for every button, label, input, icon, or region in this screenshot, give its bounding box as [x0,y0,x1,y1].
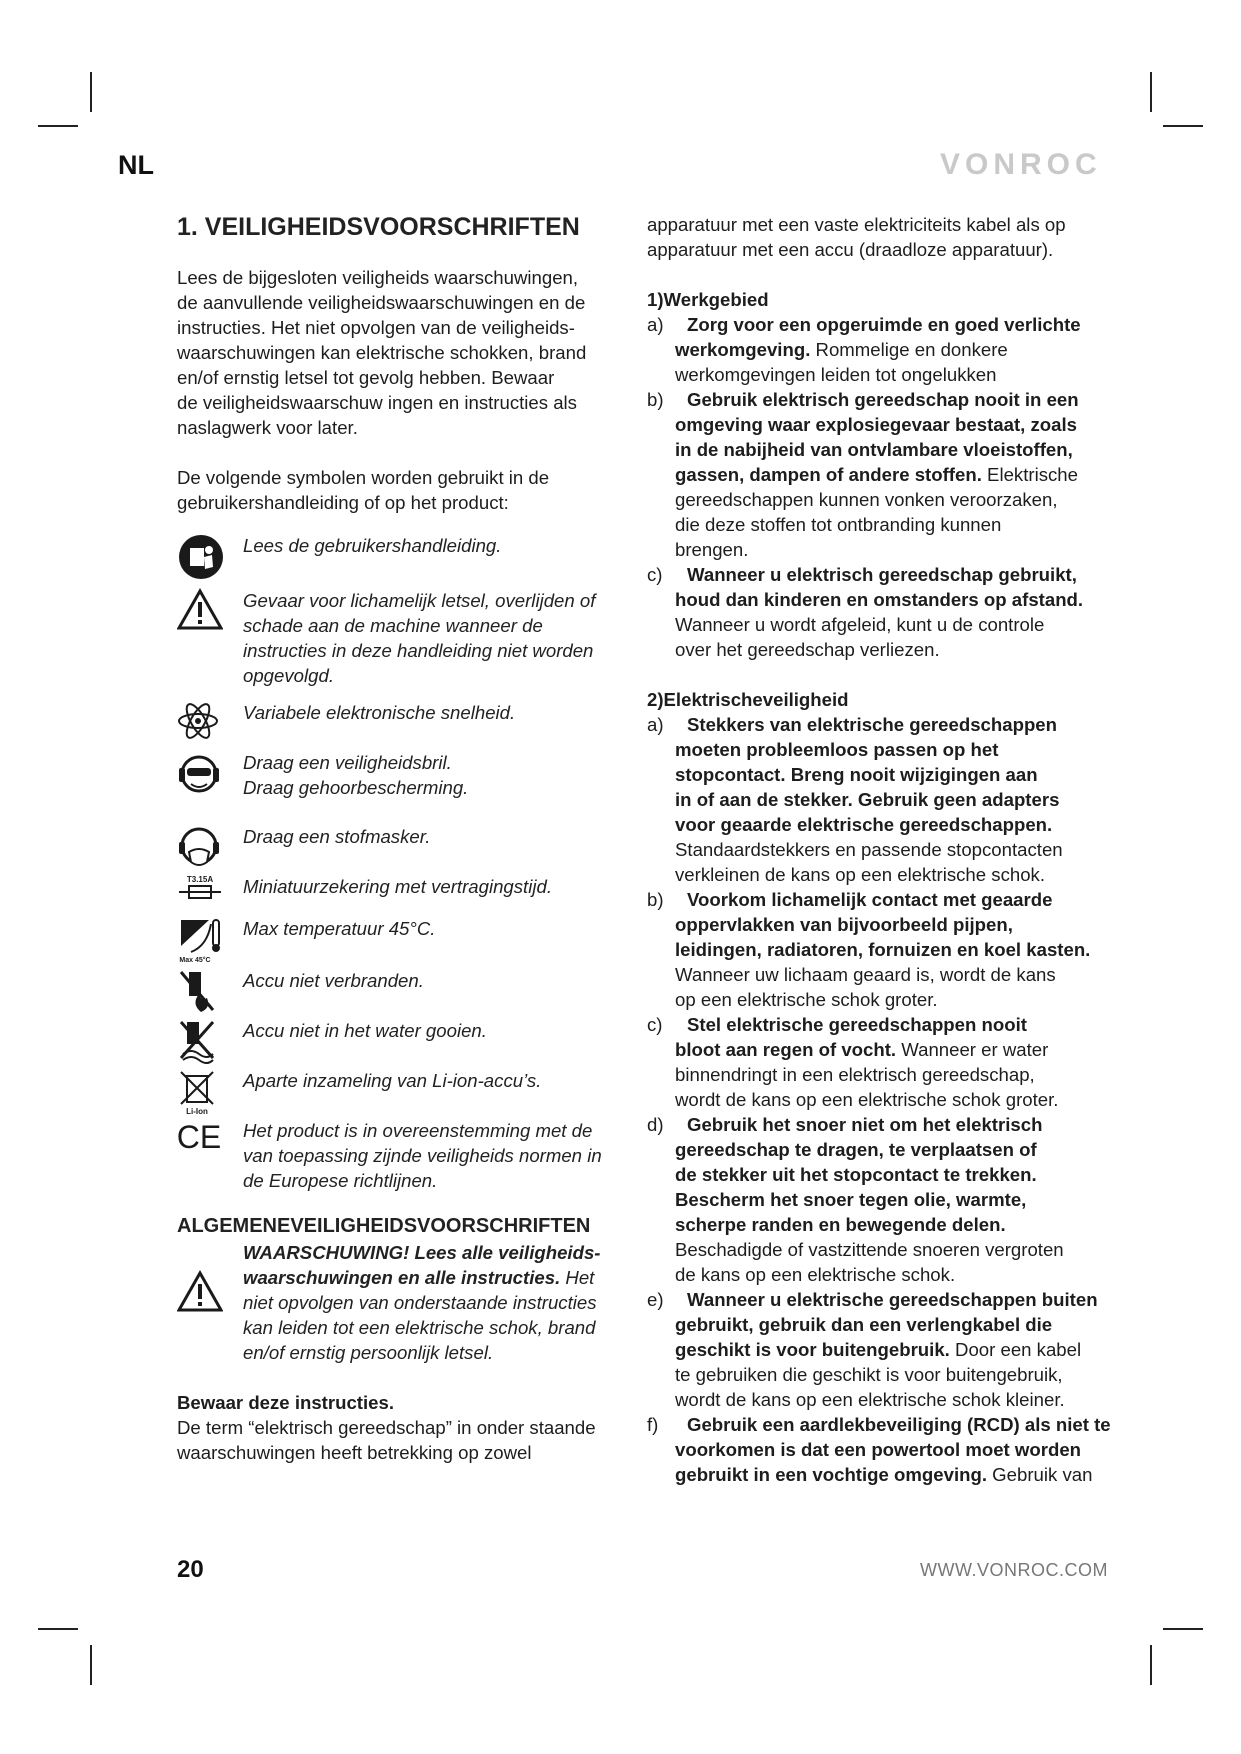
symbol-description: Gevaar voor lichamelijk letsel, overlijden of [243,590,596,611]
item-text: Wanneer u wordt afgeleid, kunt u de controle [675,614,1045,635]
text-line: De volgende symbolen worden gebruikt in de [177,467,550,488]
item-text: stopcontact. Breng nooit wijzigingen aan [675,764,1038,785]
item-text: houd dan kinderen en omstanders op afstand. [675,589,1084,610]
crop-mark [1150,72,1152,112]
item-text: gebruikt in een vochtige omgeving. Gebruik van [675,1464,1093,1485]
language-code: NL [118,150,154,180]
intro-paragraph [177,265,629,440]
item-label: d) [647,1114,664,1135]
list-item [647,887,1113,1012]
crop-mark [1150,1645,1152,1685]
warning-text: Het [560,1267,595,1288]
symbol-list [177,533,629,1198]
page-number: 20 [177,1556,204,1583]
symbol-item [177,533,629,588]
left-column [177,212,629,1465]
item-text: geschikt is voor buitengebruik. Door een kabel [675,1339,1082,1360]
ce-mark-icon [177,1118,243,1154]
item-text: de kans op een elektrische schok. [675,1264,956,1285]
symbol-description: opgevolgd. [243,665,334,686]
svg-text:Max 45°C: Max 45°C [179,957,211,964]
symbols-intro [177,465,629,515]
goggles-earmuffs-icon [177,750,243,798]
symbol-description: Draag een veiligheidsbril. [243,752,452,773]
text-line: de veiligheidswaarschuw ingen en instructies als [177,392,577,413]
text-line: instructies. Het niet opvolgen van de veiligheids- [177,317,575,338]
item-text: Beschadigde of vastzittende snoeren vergroten [675,1239,1064,1260]
item-text: Bescherm het snoer tegen olie, warmte, [675,1189,1027,1210]
section-items [647,712,1113,1487]
svg-text:T3.15A: T3.15A [186,875,214,884]
item-text: Wanneer uw lichaam geaard is, wordt de kans [675,964,1056,985]
text-line: niet opvolgen van onderstaande instructies [243,1292,597,1313]
symbol-description: Draag een stofmasker. [243,826,431,847]
svg-text:CE: CE [177,1119,222,1154]
symbol-description: Max temperatuur 45°C. [243,918,436,939]
item-text: scherpe randen en bewegende delen. [675,1214,1006,1235]
symbol-item [177,750,629,824]
crossed-bin-icon [177,1068,243,1116]
symbol-item [177,700,629,750]
item-text: gereedschappen kunnen vonken veroorzaken, [675,489,1058,510]
general-warning [177,1240,629,1365]
text-line: waarschuwingen kan elektrische schokken, brand [177,342,587,363]
warning-line: WAARSCHUWING! Lees alle veiligheids- [243,1242,601,1263]
text-line: Lees de bijgesloten veiligheids waarschuwingen, [177,267,579,288]
item-text: Zorg voor een opgeruimde en goed verlichte [687,314,1081,335]
item-text: die deze stoffen tot ontbranding kunnen [675,514,1002,535]
text-line: de aanvullende veiligheidswaarschuwingen en de [177,292,586,313]
no-water-battery-icon [177,1018,243,1064]
crop-mark [90,1645,92,1685]
svg-text:Li-Ion: Li-Ion [186,1107,208,1116]
crop-mark [1163,1628,1203,1630]
text-line: apparatuur met een vaste elektriciteits kabel als op [647,214,1066,235]
item-text: moeten probleemloos passen op het [675,739,999,760]
item-text: in de nabijheid van ontvlambare vloeistoffen, [675,439,1073,460]
text-line: gebruikershandleiding of op het product: [177,492,509,513]
list-item [647,312,1113,387]
list-item [647,1112,1113,1287]
section-title: 2)Elektrischeveiligheid [647,689,849,710]
symbol-description: van toepassing zijnde veiligheids normen in [243,1145,602,1166]
atom-icon [177,700,243,742]
list-item [647,712,1113,887]
item-label: a) [647,314,664,335]
symbol-item [177,1118,629,1198]
item-text: Gebruik een aardlekbeveiliging (RCD) als niet te [687,1414,1111,1435]
symbol-description: Aparte inzameling van Li-ion-accu’s. [243,1070,542,1091]
continued-paragraph [647,212,1113,262]
item-label: b) [647,389,664,410]
item-text: leidingen, radiatoren, fornuizen en koel kasten. [675,939,1091,960]
crop-mark [38,1628,78,1630]
symbol-item [177,1018,629,1068]
symbol-item [177,968,629,1018]
symbol-description: Het product is in overeenstemming met de [243,1120,593,1141]
symbol-description: Draag gehoorbescherming. [243,777,469,798]
item-text: op een elektrische schok groter. [675,989,938,1010]
item-text: werkomgeving. Rommelige en donkere [675,339,1008,360]
item-text: werkomgevingen leiden tot ongelukken [675,364,997,385]
item-text: bloot aan regen of vocht. Wanneer er water [675,1039,1049,1060]
list-item [647,387,1113,562]
fuse-icon [177,874,243,900]
list-item [647,1012,1113,1112]
manual-icon [177,533,243,581]
item-text: brengen. [675,539,749,560]
brand-logo: VONROC [940,148,1102,181]
symbol-description: Miniatuurzekering met vertragingstijd. [243,876,552,897]
item-text: Gebruik elektrisch gereedschap nooit in een [687,389,1079,410]
list-item [647,562,1113,662]
item-text: binnendringt in een elektrisch gereedschap, [675,1064,1035,1085]
symbol-description: schade aan de machine wanneer de [243,615,543,636]
item-text: wordt de kans op een elektrische schok groter. [675,1089,1059,1110]
text-line: en/of ernstig letsel tot gevolg hebben. Bewaar [177,367,555,388]
right-column [647,212,1113,1487]
symbol-description: Lees de gebruikershandleiding. [243,535,502,556]
item-text: Wanneer u elektrisch gereedschap gebruikt, [687,564,1077,585]
symbol-description: instructies in deze handleiding niet worden [243,640,594,661]
item-text: Standaardstekkers en passende stopcontacten [675,839,1063,860]
symbol-item [177,916,629,968]
item-text: Wanneer u elektrische gereedschappen buiten [687,1289,1098,1310]
item-text: Gebruik het snoer niet om het elektrisch [687,1114,1043,1135]
item-text: gebruikt, gebruik dan een verlengkabel die [675,1314,1053,1335]
symbol-item [177,824,629,874]
symbol-description: de Europese richtlijnen. [243,1170,438,1191]
item-text: oppervlakken van bijvoorbeeld pijpen, [675,914,1013,935]
item-text: verkleinen de kans op een elektrische schok. [675,864,1046,885]
item-label: a) [647,714,664,735]
text-line: en/of ernstig persoonlijk letsel. [243,1342,494,1363]
item-label: c) [647,1014,663,1035]
no-fire-battery-icon [177,968,243,1014]
crop-mark [1163,125,1203,127]
item-text: gassen, dampen of andere stoffen. Elektrische [675,464,1078,485]
list-item [647,1287,1113,1412]
item-text: wordt de kans op een elektrische schok kleiner. [675,1389,1065,1410]
text-line: naslagwerk voor later. [177,417,358,438]
symbol-item [177,1068,629,1118]
term-paragraph [177,1415,629,1465]
item-text: voorkomen is dat een powertool moet worden [675,1439,1082,1460]
dust-mask-icon [177,824,243,872]
page-title: 1. VEILIGHEIDSVOORSCHRIFTEN [177,213,580,241]
symbol-item [177,874,629,916]
text-line: kan leiden tot een elektrische schok, brand [243,1317,596,1338]
item-text: Stekkers van elektrische gereedschappen [687,714,1058,735]
item-text: omgeving waar explosiegevaar bestaat, zoals [675,414,1077,435]
section-title: 1)Werkgebied [647,289,769,310]
item-label: e) [647,1289,664,1310]
section-items [647,312,1113,662]
item-text: voor geaarde elektrische gereedschappen. [675,814,1053,835]
warning-bold: waarschuwingen en alle instructies. [243,1267,561,1288]
text-line: De term “elektrisch gereedschap” in onder staande [177,1417,596,1438]
item-text: de stekker uit het stopcontact te trekken. [675,1164,1037,1185]
item-text: over het gereedschap verliezen. [675,639,940,660]
list-item [647,1412,1113,1487]
item-label: b) [647,889,664,910]
text-line: apparatuur met een accu (draadloze apparatuur). [647,239,1054,260]
item-text: Voorkom lichamelijk contact met geaarde [687,889,1053,910]
general-safety-title: ALGEMENEVEILIGHEIDSVOORSCHRIFTEN [177,1215,591,1237]
item-text: te gebruiken die geschikt is voor buitengebruik, [675,1364,1063,1385]
symbol-description: Accu niet in het water gooien. [243,1020,487,1041]
symbol-description: Variabele elektronische snelheid. [243,702,516,723]
crop-mark [90,72,92,112]
symbol-item [177,588,629,700]
symbol-description: Accu niet verbranden. [243,970,424,991]
item-text: gereedschap te dragen, te verplaatsen of [675,1139,1037,1160]
thermometer-icon [177,916,243,964]
text-line: waarschuwingen heeft betrekking op zowel [177,1442,532,1463]
warning-triangle-icon [177,1270,223,1312]
warning-triangle-icon [177,588,243,630]
item-label: c) [647,564,663,585]
website-link[interactable]: WWW.VONROC.COM [920,1560,1108,1580]
item-text: Stel elektrische gereedschappen nooit [687,1014,1027,1035]
item-text: in of aan de stekker. Gebruik geen adapters [675,789,1060,810]
item-label: f) [647,1414,659,1435]
crop-mark [38,125,78,127]
keep-instructions-title: Bewaar deze instructies. [177,1392,395,1413]
